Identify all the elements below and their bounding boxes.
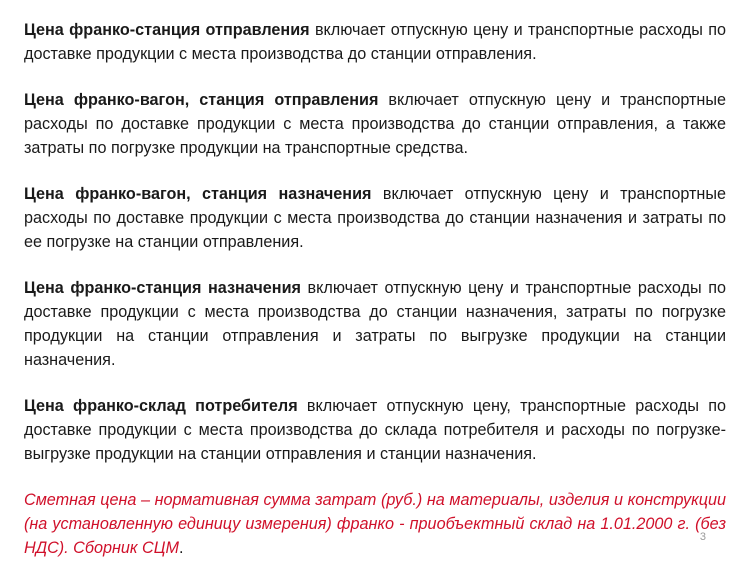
paragraph-franco-station-destination xyxy=(24,276,726,372)
term-definition: включает отпускную цену и транспортные расходы по доставке продукции с места производства до станции отправления. xyxy=(24,21,727,63)
term-label: Цена франко-станция назначения xyxy=(24,279,301,297)
term-definition: включает отпускную цену и транспортные расходы по доставке продукции с места производства до станции отправления, а также затраты по погрузке продукции на транспортные средства. xyxy=(24,91,726,157)
paragraph-franco-wagon-departure xyxy=(24,88,726,160)
term-label: Цена франко-станция отправления xyxy=(24,21,310,39)
term-definition: включает отпускную цену и транспортные расходы по доставке продукции с места производства до станции назначения и затраты по ее погрузке на станции отправления. xyxy=(24,185,726,251)
term-label: Цена франко-склад потребителя xyxy=(24,397,298,415)
note-text: Сметная цена – нормативная сумма затрат (руб.) на материалы, изделия и конструкции (на установленную единицу измерения) франко - приобъектный склад на 1.01.2000 г. (без НДС). Сборник СЦМ xyxy=(24,491,726,557)
estimate-price-note xyxy=(24,488,726,560)
term-label: Цена франко-вагон, станция отправления xyxy=(24,91,379,109)
paragraph-franco-warehouse xyxy=(24,394,726,466)
term-label: Цена франко-вагон, станция назначения xyxy=(24,185,372,203)
term-definition: включает отпускную цену, транспортные расходы по доставке продукции с места производства до склада потребителя и расходы по погрузке-выгрузке продукции на станции отправления и станции назначения. xyxy=(24,397,726,463)
note-tail: . xyxy=(178,539,184,557)
paragraph-franco-station-departure xyxy=(24,18,726,66)
paragraph-franco-wagon-destination xyxy=(24,182,726,254)
term-definition: включает отпускную цену и транспортные расходы по доставке продукции с места производства до станции назначения, затраты по погрузке продукции на станции отправления и затраты по выгрузке продукции на станции назначения. xyxy=(24,279,726,369)
page-number: 3 xyxy=(699,531,706,543)
